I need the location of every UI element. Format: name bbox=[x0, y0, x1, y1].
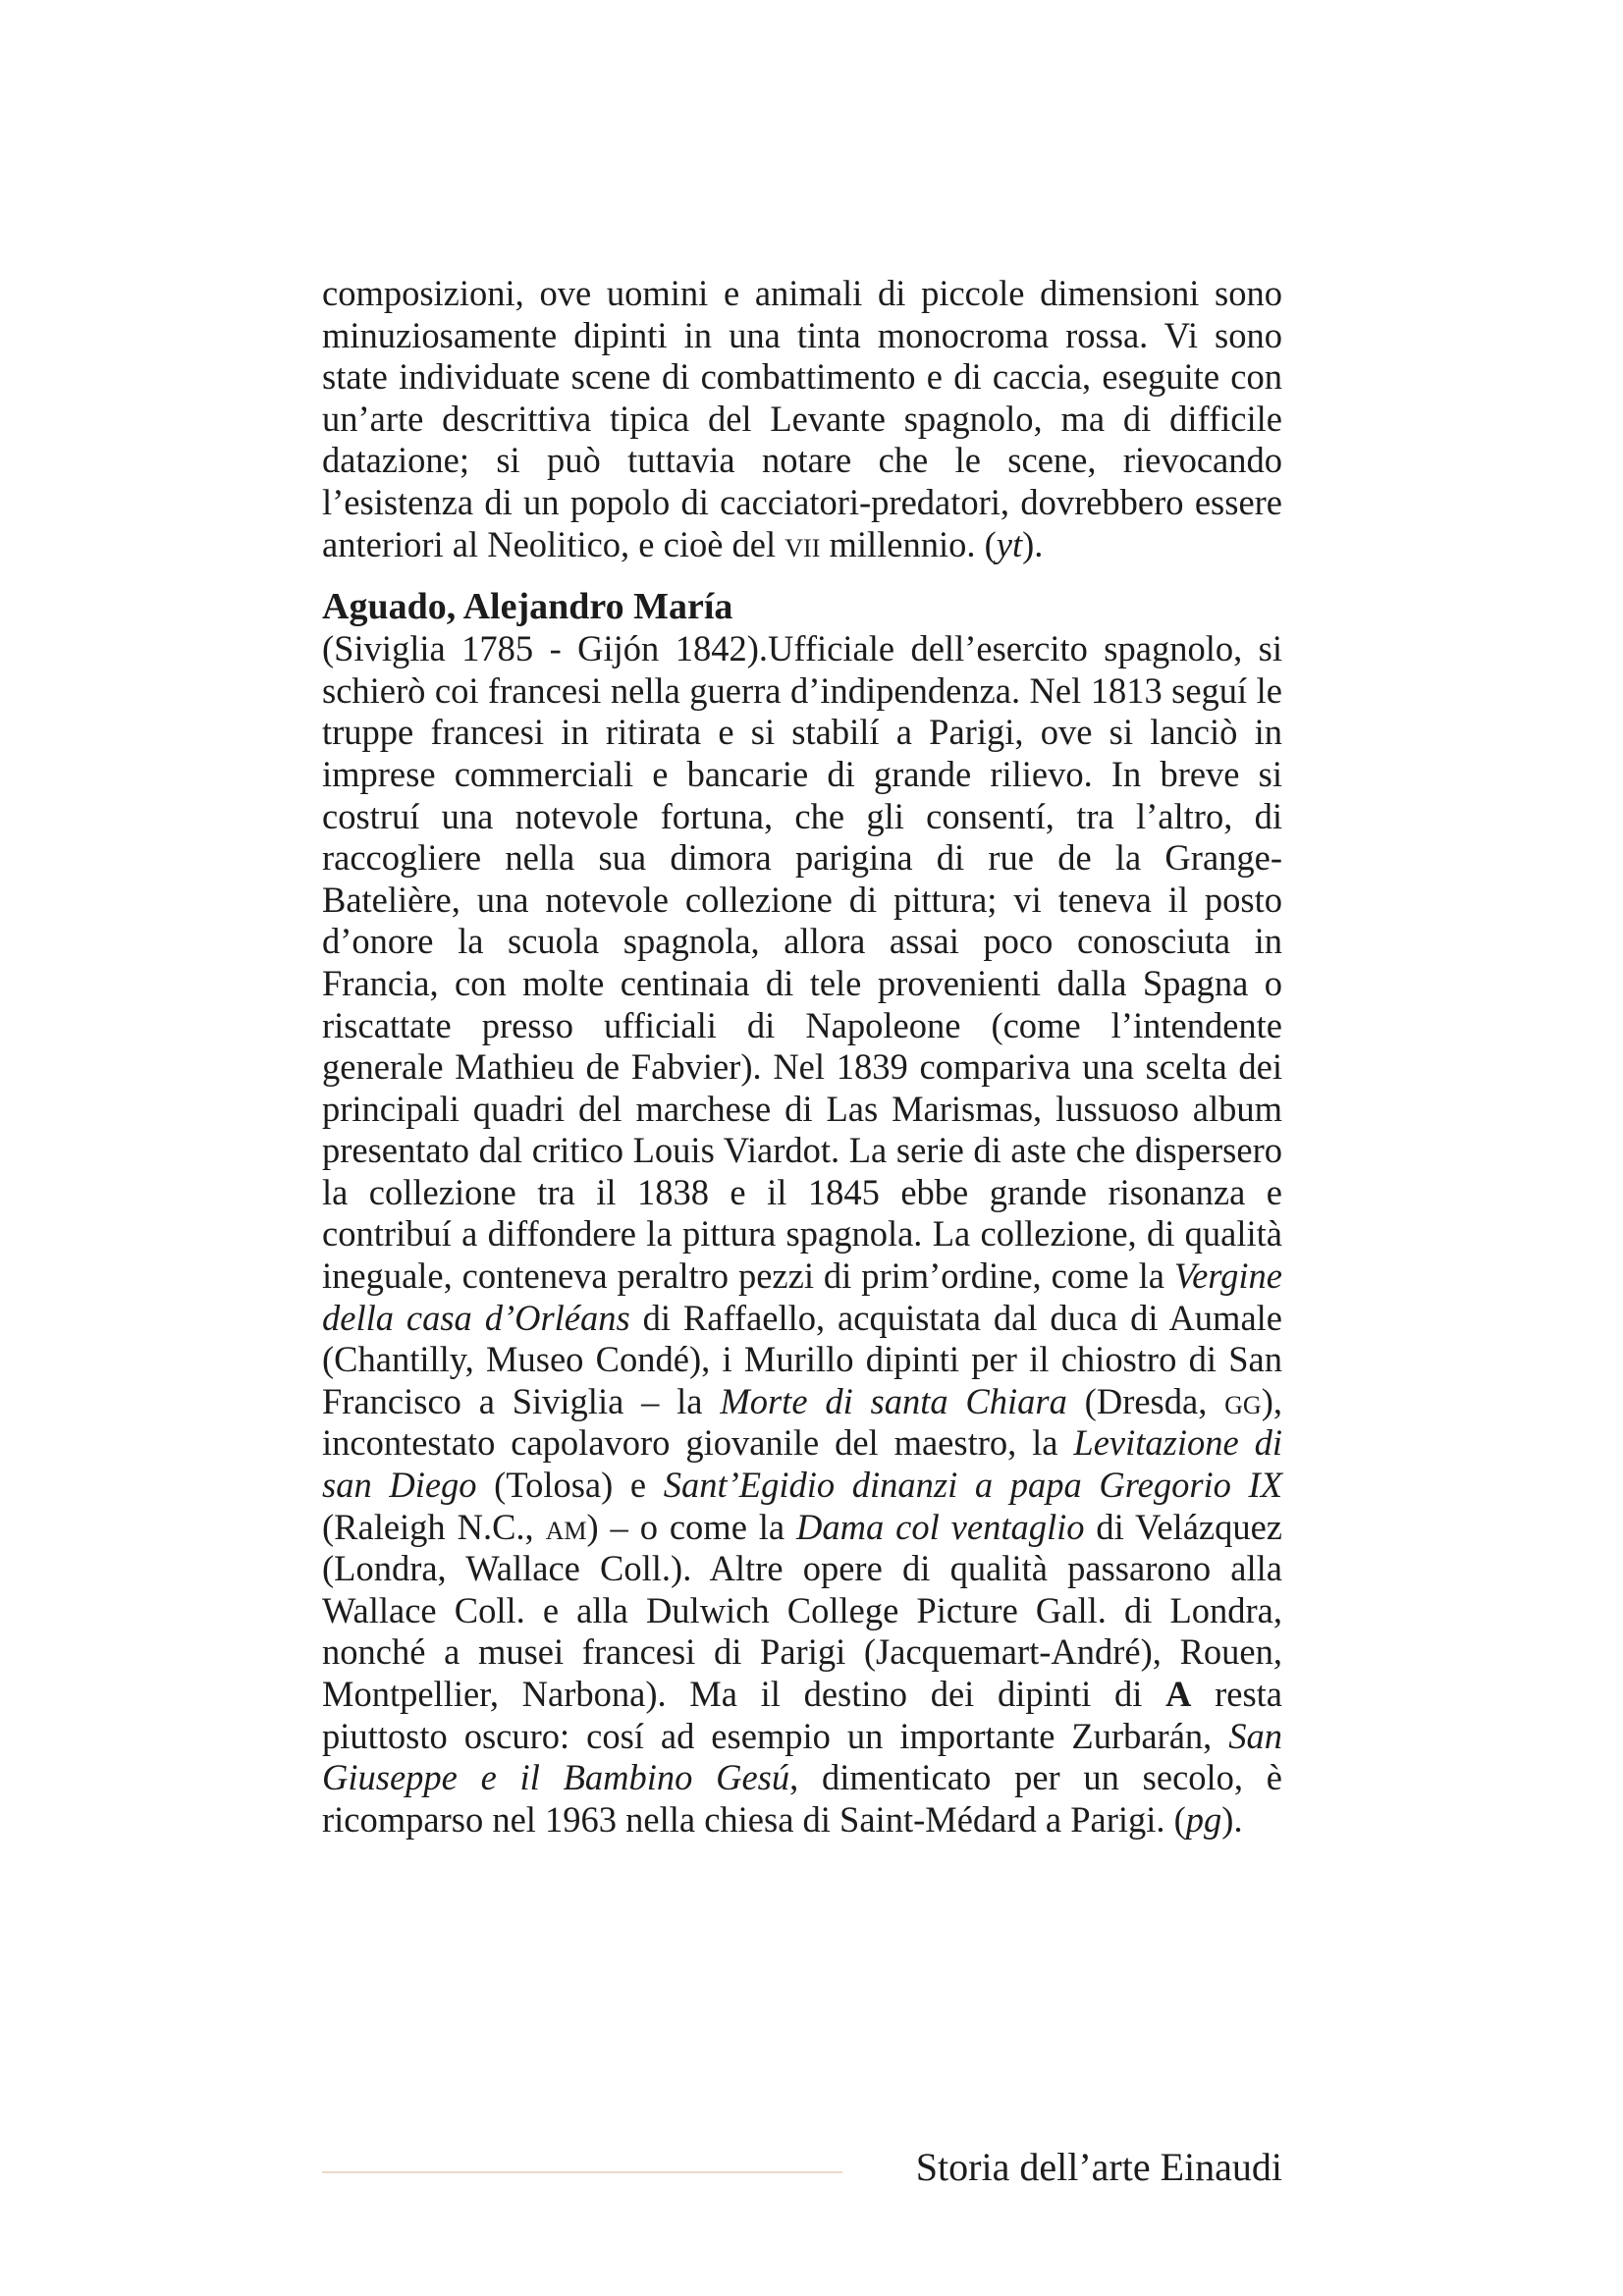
collection-abbreviation: gg bbox=[1224, 1380, 1262, 1421]
entry-text: ), incontestato capolavoro giovanile del maestro, la bbox=[322, 1380, 1282, 1464]
author-initials: pg bbox=[1185, 1798, 1222, 1840]
entry-body bbox=[322, 628, 1282, 1841]
author-initials: yt bbox=[996, 523, 1023, 564]
artwork-title: Vergine della casa d’Orléans bbox=[322, 1255, 1282, 1338]
artwork-title: Levitazione di san Diego bbox=[322, 1422, 1282, 1506]
entry-abbreviation: A bbox=[1165, 1674, 1192, 1714]
text-column bbox=[322, 273, 1282, 1841]
entry-heading: Aguado, Alejandro María bbox=[322, 586, 733, 628]
entry-text: , dimenticato per un secolo, è ricomparso nel 1963 nella chiesa di Saint-Médard a Parigi. ( bbox=[322, 1757, 1282, 1840]
intro-text-3: ). bbox=[1022, 523, 1044, 564]
entry-text: (Tolosa) e bbox=[476, 1465, 664, 1506]
entry-text: di Raffaello, acquistata dal duca di Aumale (Chantilly, Museo Condé), i Murillo dipinti per il chiostro di San Francisco a Siviglia – la bbox=[322, 1297, 1282, 1421]
entry-text: (Dresda, bbox=[1066, 1380, 1225, 1421]
intro-text-2: millennio. ( bbox=[820, 523, 997, 564]
entry-text: ) – o come la bbox=[586, 1506, 797, 1547]
entry-text: (Siviglia 1785 - Gijón 1842).Ufficiale dell’esercito spagnolo, si schierò coi francesi nella guerra d’indipendenza. Nel 1813 seguí le truppe francesi in ritirata e si stabilí a Parigi, ove si lanciò in imprese commerciali e bancarie di grande rilievo. In breve si costruí una notevole fortuna, che gli consentí, tra l’altro, di raccogliere nella sua dimora parigina di rue de la Grange-Batelière, una notevole collezione di pittura; vi teneva il posto d’onore la scuola spagnola, allora assai poco conosciuta in Francia, con molte centinaia di tele provenienti dalla Spagna o riscattate presso ufficiali di Napoleone (come l’intendente generale Mathieu de Fabvier). Nel 1839 compariva una scelta dei principali quadri del marchese di Las Marismas, lussuoso album presentato dal critico Louis Viardot. La serie di aste che dispersero la collezione tra il 1838 e il 1845 ebbe grande risonanza e contribuí a diffondere la pittura spagnola. La collezione, di qualità ineguale, conteneva peraltro pezzi di prim’ordine, come la bbox=[322, 628, 1282, 1297]
intro-text-1: composizioni, ove uomini e animali di piccole dimensioni sono minuziosamente dipinti in una tinta monocroma rossa. Vi sono state individuate scene di combattimento e di caccia, eseguite con un’arte descrittiva tipica del Levante spagnolo, ma di difficile datazione; si può tuttavia notare che le scene, rievocando l’esistenza di un popolo di cacciatori-predatori, dovrebbero essere anteriori al Neolitico, e cioè del bbox=[322, 273, 1282, 564]
artwork-title: San Giuseppe e il Bambino Gesú bbox=[322, 1715, 1282, 1798]
entry-text: ). bbox=[1221, 1798, 1243, 1840]
footer-label: Storia dell’arte Einaudi bbox=[915, 2145, 1282, 2189]
artwork-title: Dama col ventaglio bbox=[796, 1506, 1085, 1547]
intro-paragraph bbox=[322, 273, 1282, 565]
footer-rule bbox=[322, 2171, 842, 2173]
collection-abbreviation: am bbox=[545, 1506, 587, 1547]
artwork-title: Morte di santa Chiara bbox=[720, 1380, 1067, 1421]
entry-text: (Raleigh N.C., bbox=[322, 1506, 546, 1547]
roman-numeral: vii bbox=[784, 523, 821, 564]
artwork-title: Sant’Egidio dinanzi a papa Gregorio IX bbox=[663, 1465, 1282, 1506]
entry-text: di Velázquez (Londra, Wallace Coll.). Altre opere di qualità passarono alla Wallace Coll. e alla Dulwich College Picture Gall. di Londra, nonché a musei francesi di Parigi (Jacquemart-André), Rouen, Montpellier, Narbona). Ma il destino dei dipinti di bbox=[322, 1506, 1282, 1714]
entry-text: resta piuttosto oscuro: cosí ad esempio un importante Zurbarán, bbox=[322, 1674, 1282, 1756]
